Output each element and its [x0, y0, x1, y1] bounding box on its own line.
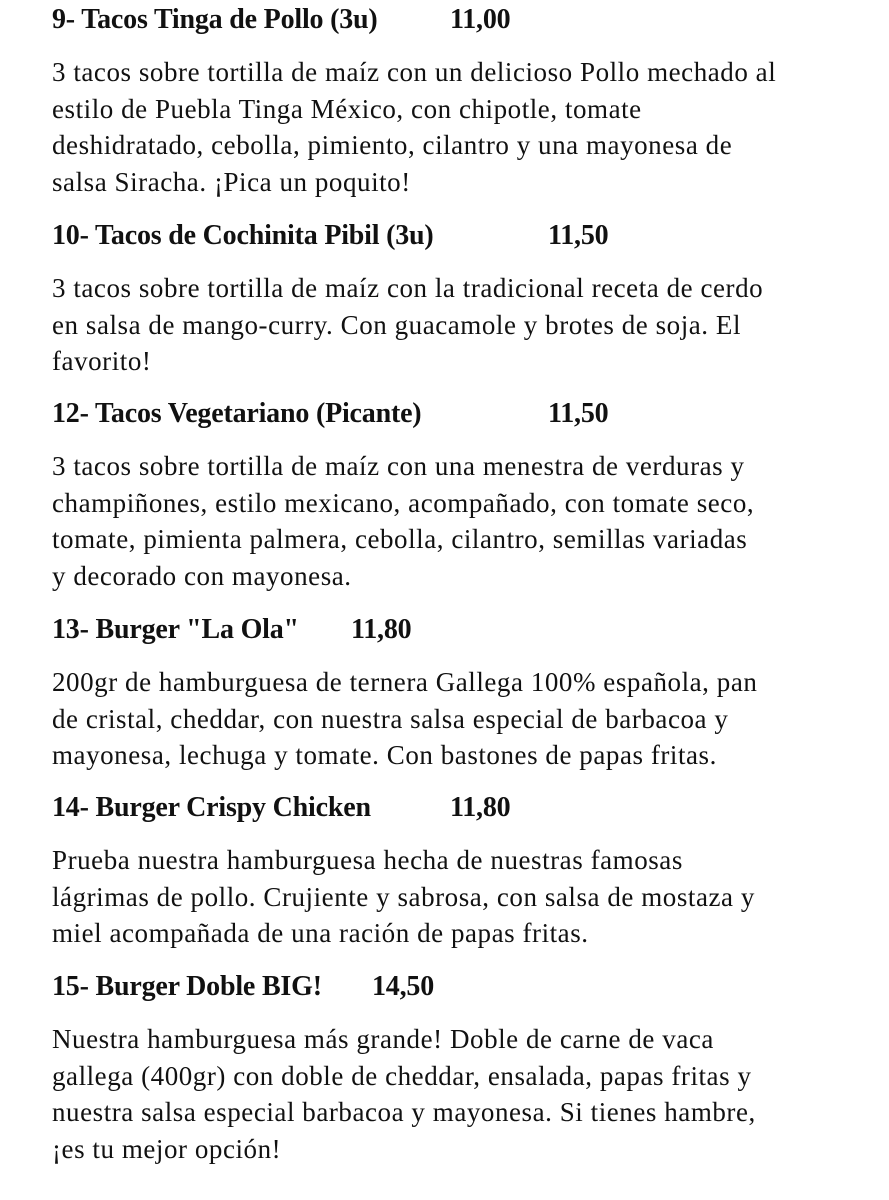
item-price: 11,50 — [548, 398, 609, 429]
item-title — [52, 612, 852, 648]
item-title — [52, 2, 852, 38]
description-line: ¡es tu mejor opción! — [52, 1133, 282, 1164]
description-line: lágrimas de pollo. Crujiente y sabrosa, con salsa de mostaza y — [52, 881, 755, 912]
item-name: 13- Burger "La Ola" — [52, 614, 299, 645]
menu-item — [52, 2, 852, 200]
item-description — [52, 54, 852, 200]
description-line: deshidratado, cebolla, pimiento, cilantro y una mayonesa de — [52, 130, 733, 160]
item-title — [52, 969, 852, 1005]
description-line: gallega (400gr) con doble de cheddar, ensalada, papas fritas y — [52, 1060, 752, 1091]
description-line: de cristal, cheddar, con nuestra salsa especial de barbacoa y — [52, 703, 729, 734]
item-description — [52, 1021, 852, 1167]
item-name: 9- Tacos Tinga de Pollo (3u) — [52, 4, 378, 35]
menu-item — [52, 612, 852, 774]
item-title — [52, 396, 852, 432]
description-line: miel acompañada de una ración de papas fritas. — [52, 918, 589, 948]
item-name: 15- Burger Doble BIG! — [52, 971, 322, 1002]
menu-item — [52, 790, 852, 952]
item-description — [52, 448, 852, 594]
menu-item — [52, 396, 852, 594]
description-line: 3 tacos sobre tortilla de maíz con una menestra de verduras y — [52, 451, 745, 481]
item-description — [52, 270, 852, 380]
item-description — [52, 664, 852, 774]
menu-item — [52, 969, 852, 1167]
item-title — [52, 790, 852, 826]
description-line: salsa Siracha. ¡Pica un poquito! — [52, 166, 411, 197]
description-line: Nuestra hamburguesa más grande! Doble de carne de vaca — [52, 1024, 714, 1054]
item-description — [52, 842, 852, 952]
description-line: en salsa de mango-curry. Con guacamole y brotes de soja. El — [52, 309, 741, 340]
description-line: estilo de Puebla Tinga México, con chipotle, tomate — [52, 93, 642, 124]
description-line: Prueba nuestra hamburguesa hecha de nuestras famosas — [52, 845, 683, 875]
description-line: tomate, pimienta palmera, cebolla, cilantro, semillas variadas — [52, 524, 748, 554]
item-name: 14- Burger Crispy Chicken — [52, 792, 371, 823]
item-price: 11,50 — [548, 220, 609, 251]
item-price: 11,80 — [450, 792, 511, 823]
description-line: 3 tacos sobre tortilla de maíz con la tradicional receta de cerdo — [52, 273, 764, 303]
menu-item — [52, 218, 852, 380]
item-title — [52, 218, 852, 254]
item-price: 11,00 — [450, 4, 511, 35]
description-line: favorito! — [52, 346, 152, 376]
description-line: 200gr de hamburguesa de ternera Gallega 100% española, pan — [52, 667, 758, 697]
description-line: y decorado con mayonesa. — [52, 560, 352, 591]
description-line: 3 tacos sobre tortilla de maíz con un delicioso Pollo mechado al — [52, 57, 777, 87]
item-price: 11,80 — [351, 614, 412, 645]
description-line: champiñones, estilo mexicano, acompañado, con tomate seco, — [52, 487, 755, 518]
description-line: mayonesa, lechuga y tomate. Con bastones de papas fritas. — [52, 740, 717, 770]
item-name: 12- Tacos Vegetariano (Picante) — [52, 398, 422, 429]
item-price: 14,50 — [372, 971, 435, 1002]
item-name: 10- Tacos de Cochinita Pibil (3u) — [52, 220, 434, 251]
description-line: nuestra salsa especial barbacoa y mayonesa. Si tienes hambre, — [52, 1097, 756, 1127]
